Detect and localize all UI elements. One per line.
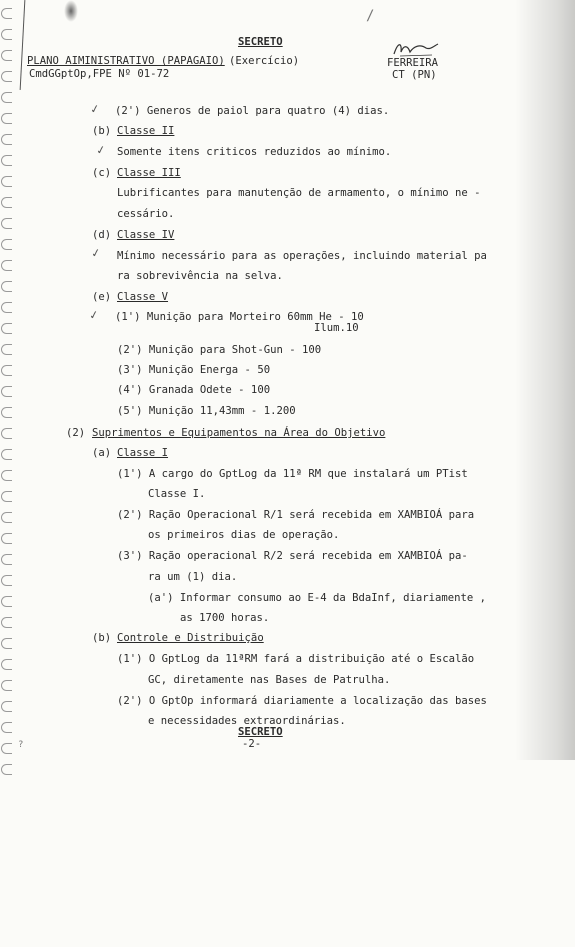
binder-hole xyxy=(1,365,12,376)
binder-hole xyxy=(1,176,12,187)
binder-hole xyxy=(1,50,12,61)
binder-holes xyxy=(0,0,14,800)
text-line: as 1700 horas. xyxy=(180,612,270,624)
binder-hole xyxy=(1,260,12,271)
plan-exercise: (Exercício) xyxy=(229,55,300,67)
binder-hole xyxy=(1,701,12,712)
text-line: (1') A cargo do GptLog da 11ª RM que instalará um PTist xyxy=(117,468,468,480)
binder-hole xyxy=(1,113,12,124)
binder-hole xyxy=(1,722,12,733)
text-line: (1') O GptLog da 11ªRM fará a distribuição até o Escalão xyxy=(117,653,475,665)
page-number: -2- xyxy=(242,738,262,750)
text-line: Somente itens criticos reduzidos ao mínimo. xyxy=(117,146,392,158)
binder-hole xyxy=(1,323,12,334)
item-label: (e) xyxy=(92,291,112,303)
text-line: (3') Ração operacional R/2 será recebida em XAMBIOÁ pa- xyxy=(117,550,468,562)
binder-hole xyxy=(1,680,12,691)
signer-rank: CT (PN) xyxy=(392,69,437,81)
page-edge-shadow xyxy=(515,0,575,760)
item-label: (2) xyxy=(66,427,86,439)
binder-hole xyxy=(1,8,12,19)
section-heading: Suprimentos e Equipamentos na Área do Objetivo xyxy=(92,427,386,439)
binder-hole xyxy=(1,29,12,40)
binder-hole xyxy=(1,155,12,166)
text-line: GC, diretamente nas Bases de Patrulha. xyxy=(148,674,391,686)
binder-hole xyxy=(1,281,12,292)
section-heading: Classe V xyxy=(117,291,169,303)
text-line: Mínimo necessário para as operações, incluindo material pa xyxy=(117,250,487,262)
text-line: (2') Generos de paiol para quatro (4) dias. xyxy=(115,105,390,117)
binder-hole xyxy=(1,302,12,313)
text-line: (2') O GptOp informará diariamente a localização das bases xyxy=(117,695,487,707)
binder-hole xyxy=(1,407,12,418)
text-line: os primeiros dias de operação. xyxy=(148,529,340,541)
text-line: e necessidades extraordinárias. xyxy=(148,715,346,727)
text-line: (3') Munição Energa - 50 xyxy=(117,364,271,376)
binder-hole xyxy=(1,218,12,229)
binder-hole xyxy=(1,134,12,145)
section-heading: Classe II xyxy=(117,125,175,137)
text-line: ra um (1) dia. xyxy=(148,571,238,583)
check-mark-icon: ✓ xyxy=(95,142,107,159)
binder-hole xyxy=(1,659,12,670)
binder-hole xyxy=(1,638,12,649)
binder-hole xyxy=(1,512,12,523)
item-label: (b) xyxy=(92,632,112,644)
ink-blot xyxy=(64,0,78,22)
signer-name: FERREIRA xyxy=(387,57,439,69)
binder-hole xyxy=(1,92,12,103)
text-line: (a') Informar consumo ao E-4 da BdaInf, diariamente , xyxy=(148,592,487,604)
text-line: (2') Munição para Shot-Gun - 100 xyxy=(117,344,322,356)
binder-hole xyxy=(1,596,12,607)
item-label: (a) xyxy=(92,447,112,459)
document-reference: CmdGGptOp,FPE Nº 01-72 xyxy=(29,68,170,80)
binder-hole xyxy=(1,491,12,502)
text-line: ra sobrevivência na selva. xyxy=(117,270,283,282)
check-mark-icon: ✓ xyxy=(90,245,102,262)
item-label: (b) xyxy=(92,125,112,137)
binder-hole xyxy=(1,617,12,628)
text-line: Classe I. xyxy=(148,488,206,500)
binder-hole xyxy=(1,449,12,460)
binder-hole xyxy=(1,554,12,565)
text-line: (5') Munição 11,43mm - 1.200 xyxy=(117,405,296,417)
section-heading: Classe IV xyxy=(117,229,175,241)
binder-hole xyxy=(1,428,12,439)
stray-mark: / xyxy=(366,8,375,24)
text-line: (2') Ração Operacional R/1 será recebida em XAMBIOÁ para xyxy=(117,509,475,521)
section-heading: Classe I xyxy=(117,447,169,459)
binder-hole xyxy=(1,764,12,775)
binder-hole xyxy=(1,470,12,481)
binder-hole xyxy=(1,197,12,208)
check-mark-icon: ✓ xyxy=(89,101,101,118)
stray-mark: ? xyxy=(18,740,24,750)
binder-hole xyxy=(1,743,12,754)
text-line: (4') Granada Odete - 100 xyxy=(117,384,271,396)
binder-hole xyxy=(1,71,12,82)
classification-top: SECRETO xyxy=(238,36,283,48)
section-heading: Classe III xyxy=(117,167,181,179)
text-line: Lubrificantes para manutenção de armamento, o mínimo ne - xyxy=(117,187,481,199)
text-line: Ilum.10 xyxy=(314,322,359,334)
binder-hole xyxy=(1,344,12,355)
item-label: (c) xyxy=(92,167,112,179)
item-label: (d) xyxy=(92,229,112,241)
margin-stroke xyxy=(20,0,26,90)
text-line: cessário. xyxy=(117,208,175,220)
binder-hole xyxy=(1,575,12,586)
check-mark-icon: ✓ xyxy=(88,307,100,324)
text-line: (1') Munição para Morteiro 60mm He - 10 xyxy=(115,311,364,323)
binder-hole xyxy=(1,533,12,544)
binder-hole xyxy=(1,239,12,250)
classification-bottom: SECRETO xyxy=(238,726,283,738)
binder-hole xyxy=(1,386,12,397)
plan-title: PLANO AIMINISTRATIVO (PAPAGAIO) xyxy=(27,55,225,67)
section-heading: Controle e Distribuição xyxy=(117,632,264,644)
